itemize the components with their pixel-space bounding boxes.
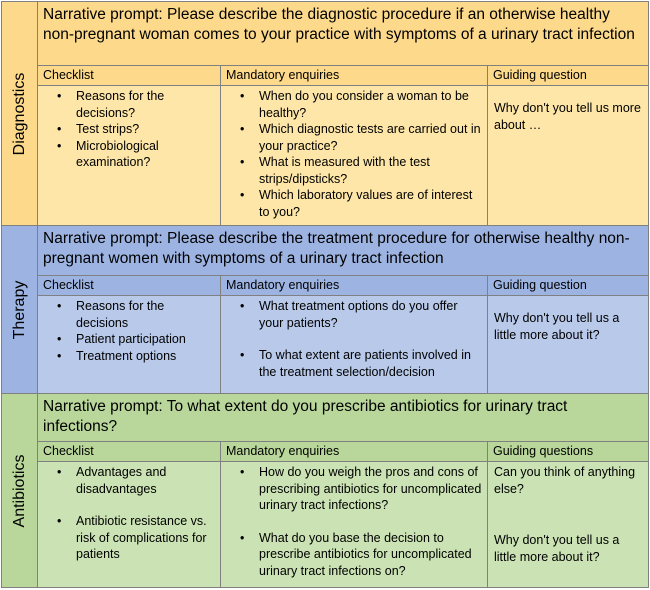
header-checklist: Checklist bbox=[38, 442, 221, 462]
guiding-question-text: Why don't you tell us a little more about it? bbox=[494, 533, 620, 564]
list-item: • Microbiological examination? bbox=[76, 138, 216, 171]
list-item: • Advantages and disadvantages bbox=[76, 464, 216, 497]
section-label-diagnostics bbox=[2, 2, 38, 226]
list-item: • What is measured with the test strips/dipsticks? bbox=[259, 154, 483, 187]
section-label-text: Antibiotics bbox=[10, 454, 28, 527]
section-label-text: Diagnostics bbox=[10, 72, 28, 155]
narrative-prompt-diagnostics: Narrative prompt: Please describe the diagnostic procedure if an otherwise healthy non-pregnant woman comes to your practice with symptoms of a urinary tract infection bbox=[38, 2, 649, 66]
mandatory-enquiries-antibiotics bbox=[221, 462, 488, 588]
guiding-question-diagnostics bbox=[488, 86, 649, 226]
guiding-questions-antibiotics bbox=[488, 462, 649, 588]
checklist-diagnostics bbox=[38, 86, 221, 226]
mandatory-enquiries-diagnostics bbox=[221, 86, 488, 226]
list-item: • Treatment options bbox=[76, 348, 216, 365]
header-guiding-questions: Guiding questions bbox=[488, 442, 649, 462]
list-item: • Which laboratory values are of interest to you? bbox=[259, 187, 483, 220]
header-mandatory-enquiries: Mandatory enquiries bbox=[221, 66, 488, 86]
section-label-therapy bbox=[2, 226, 38, 394]
guiding-question-therapy bbox=[488, 296, 649, 394]
header-mandatory-enquiries: Mandatory enquiries bbox=[221, 276, 488, 296]
list-item: • When do you consider a woman to be healthy? bbox=[259, 88, 483, 121]
list-item: • To what extent are patients involved in the treatment selection/decision bbox=[259, 347, 483, 380]
header-mandatory-enquiries: Mandatory enquiries bbox=[221, 442, 488, 462]
list-item: • Which diagnostic tests are carried out in your practice? bbox=[259, 121, 483, 154]
list-item: • Patient participation bbox=[76, 331, 216, 348]
list-item: • Test strips? bbox=[76, 121, 216, 138]
list-item: • Antibiotic resistance vs. risk of complications for patients bbox=[76, 513, 216, 563]
section-label-text: Therapy bbox=[10, 280, 28, 339]
section-label-antibiotics bbox=[2, 394, 38, 588]
list-item: • Reasons for the decisions? bbox=[76, 88, 216, 121]
header-checklist: Checklist bbox=[38, 66, 221, 86]
list-item: • What treatment options do you offer your patients? bbox=[259, 298, 483, 331]
list-item: • Reasons for the decisions bbox=[76, 298, 216, 331]
header-checklist: Checklist bbox=[38, 276, 221, 296]
guiding-question-text: Why don't you tell us more about … bbox=[494, 101, 641, 132]
list-item: • What do you base the decision to prescribe antibiotics for uncomplicated urinary tract infections on? bbox=[259, 530, 483, 580]
checklist-antibiotics bbox=[38, 462, 221, 588]
header-guiding-question: Guiding question bbox=[488, 66, 649, 86]
guiding-question-text: Why don't you tell us a little more about it? bbox=[494, 311, 620, 342]
narrative-prompt-antibiotics: Narrative prompt: To what extent do you prescribe antibiotics for urinary tract infections? bbox=[38, 394, 649, 442]
guiding-question-text: Can you think of anything else? bbox=[494, 465, 636, 496]
mandatory-enquiries-therapy bbox=[221, 296, 488, 394]
narrative-prompt-therapy: Narrative prompt: Please describe the treatment procedure for otherwise healthy non-pregnant women with symptoms of a urinary tract infection bbox=[38, 226, 649, 276]
header-guiding-question: Guiding question bbox=[488, 276, 649, 296]
list-item: • How do you weigh the pros and cons of prescribing antibiotics for uncomplicated urinary tract infections? bbox=[259, 464, 483, 514]
checklist-therapy bbox=[38, 296, 221, 394]
interview-guide-table bbox=[1, 1, 649, 588]
